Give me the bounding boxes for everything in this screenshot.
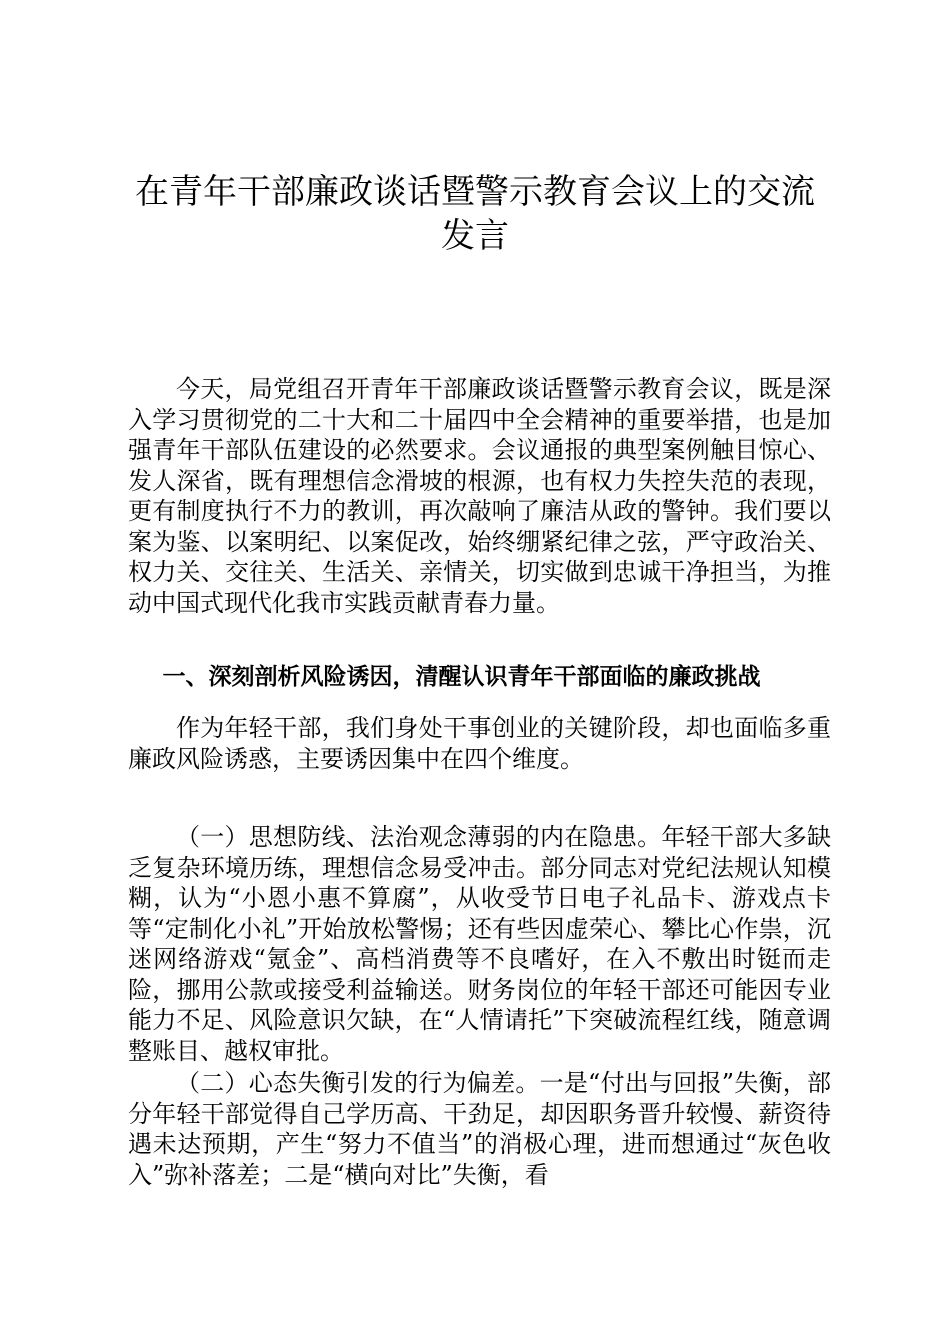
document-title: 在青年干部廉政谈话暨警示教育会议上的交流发言 (135, 172, 815, 256)
subsection-2-paragraph: （二）心态失衡引发的行为偏差。一是“付出与回报”失衡，部分年轻干部觉得自己学历高、干劲足，却因职务晋升较慢、薪资待遇未达预期，产生“努力不值当”的消极心理，进而想通过“灰色收入”弥补落差；二是“横向对比”失衡，看 (128, 1069, 831, 1189)
section-heading-1: 一、深刻剖析风险诱因，清醒认识青年干部面临的廉政挑战 (162, 663, 761, 690)
subsection-1-paragraph: （一）思想防线、法治观念薄弱的内在隐患。年轻干部大多缺乏复杂环境历练，理想信念易受冲击。部分同志对党纪法规认知模糊，认为“小恩小惠不算腐”，从收受节日电子礼品卡、游戏点卡等“定制化小礼”开始放松警惕；还有些因虚荣心、攀比心作祟，沉迷网络游戏“氪金”、高档消费等不良嗜好，在入不敷出时铤而走险，挪用公款或接受利益输送。财务岗位的年轻干部还可能因专业能力不足、风险意识欠缺，在“人情请托”下突破流程红线，随意调整账目、越权审批。 (128, 823, 831, 1065)
section-1-intro-paragraph: 作为年轻干部，我们身处干事创业的关键阶段，却也面临多重廉政风险诱惑，主要诱因集中在四个维度。 (128, 714, 831, 773)
intro-paragraph: 今天，局党组召开青年干部廉政谈话暨警示教育会议，既是深入学习贯彻党的二十大和二十届四中全会精神的重要举措，也是加强青年干部队伍建设的必然要求。会议通报的典型案例触目惊心、发人深省，既有理想信念滑坡的根源，也有权力失控失范的表现，更有制度执行不力的教训，再次敲响了廉洁从政的警钟。我们要以案为鉴、以案明纪、以案促改，始终绷紧纪律之弦，严守政治关、权力关、交往关、生活关、亲情关，切实做到忠诚干净担当，为推动中国式现代化我市实践贡献青春力量。 (128, 375, 831, 617)
